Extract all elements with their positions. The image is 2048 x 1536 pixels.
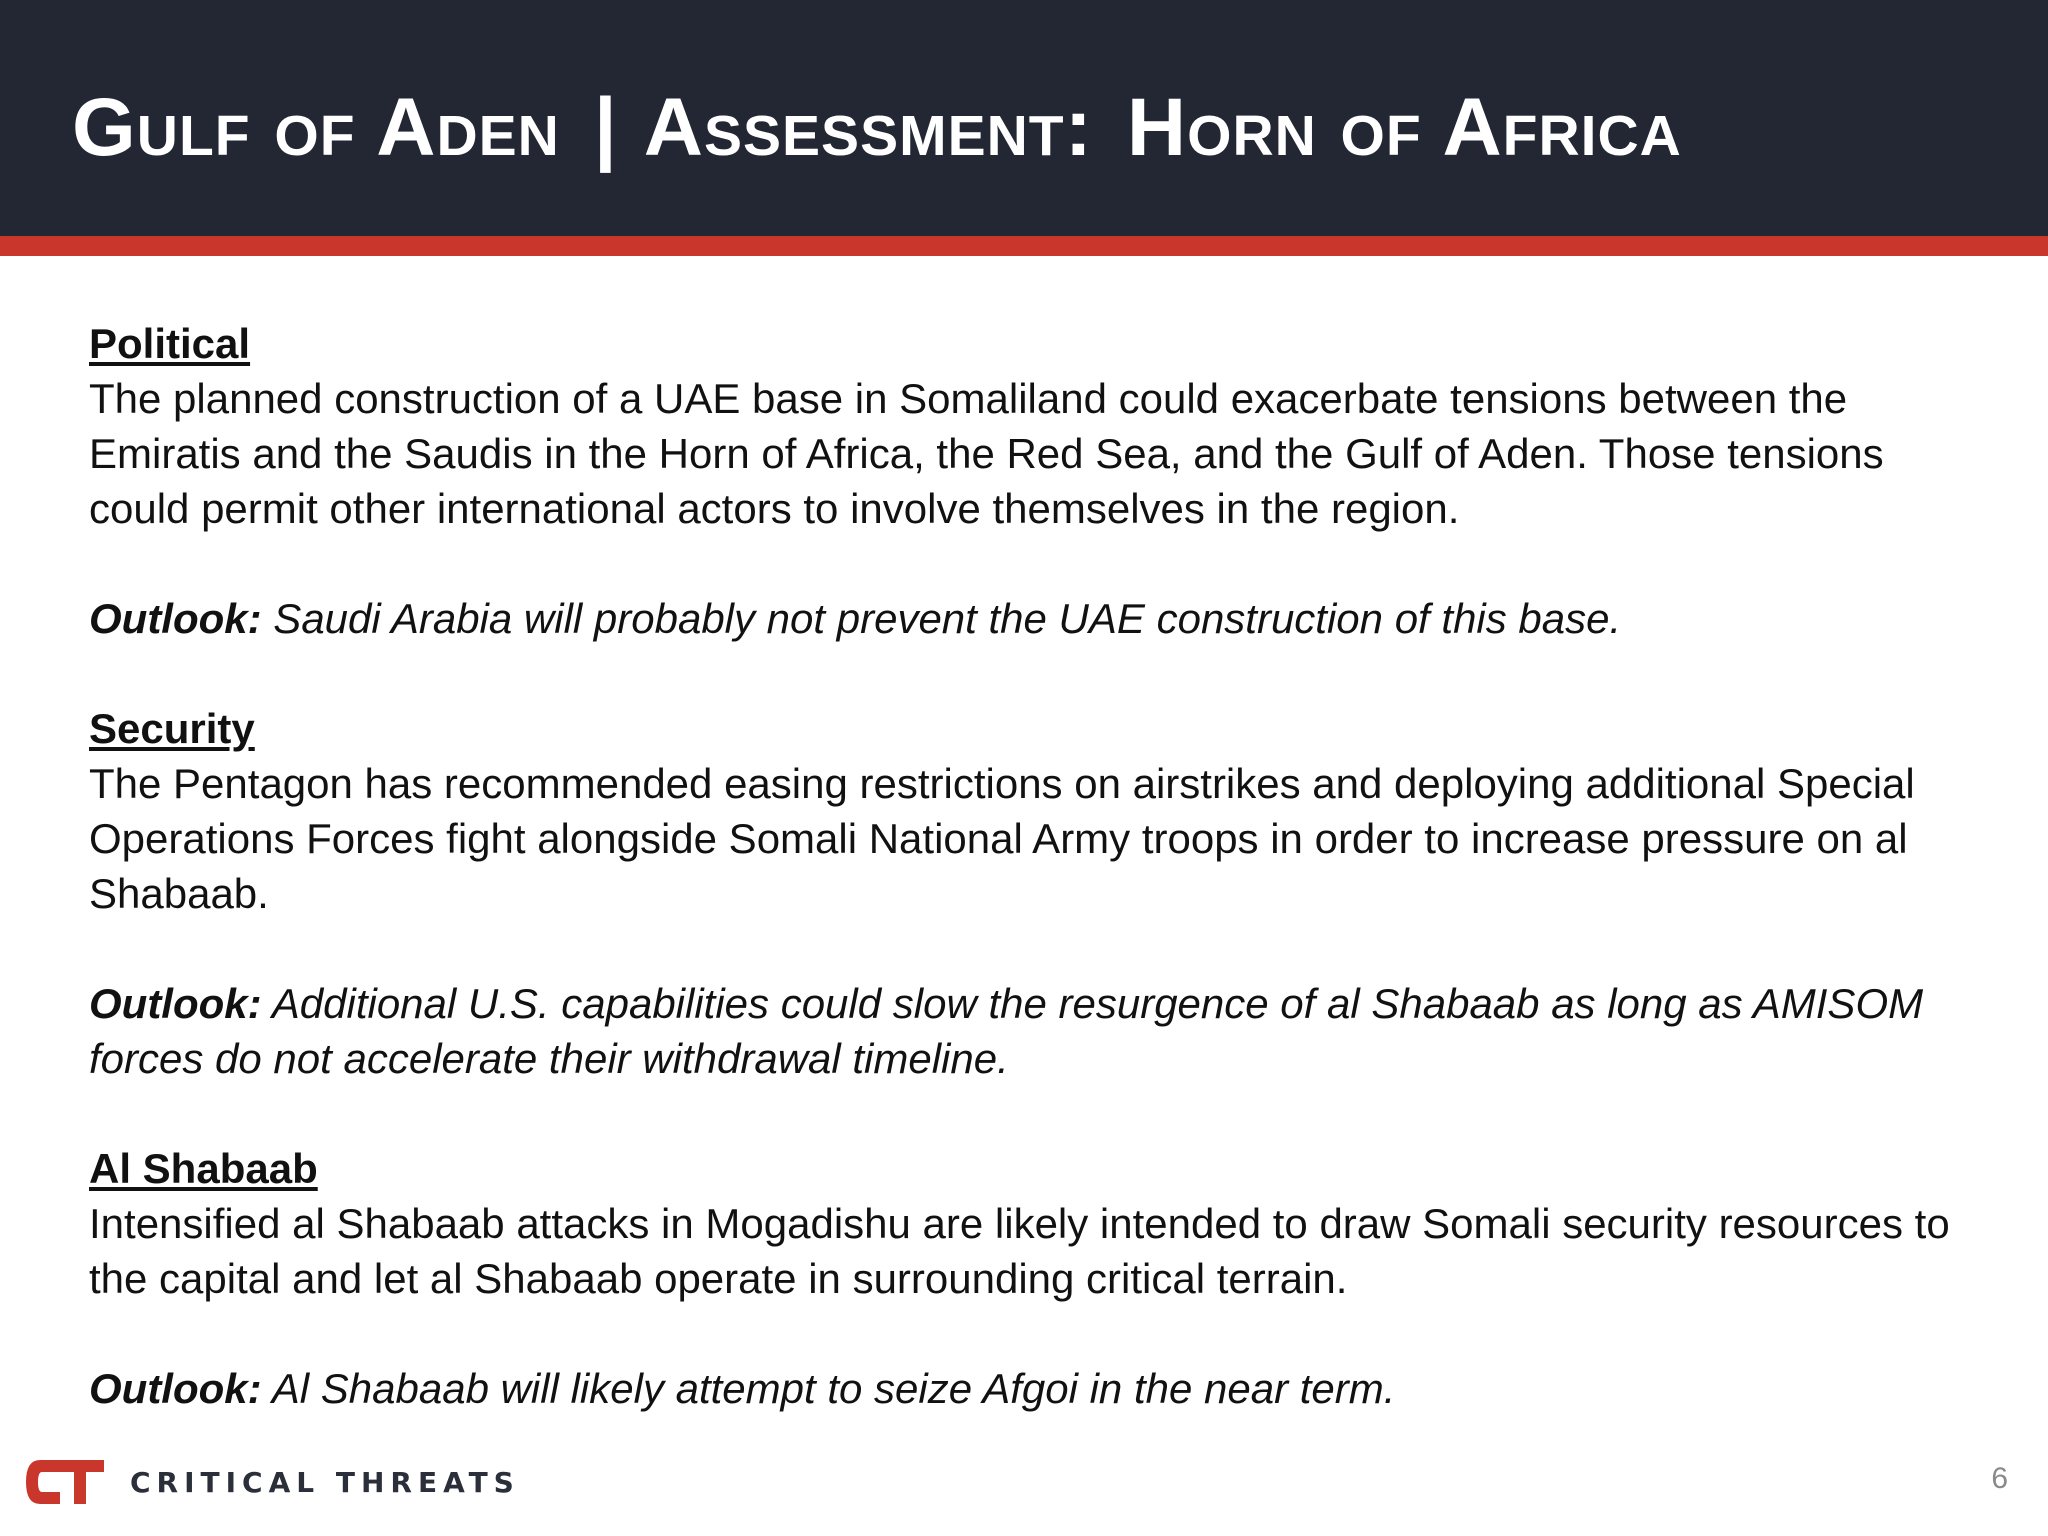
section-body: The Pentagon has recommended easing restrictions on airstrikes and deploying additional Special Operations Forces fight alongside Somali National Army troops in order to increase pressure on al Shabaab. (89, 760, 1915, 917)
section-outlook (89, 591, 1989, 646)
section-outlook (89, 1361, 1989, 1416)
section-security (89, 701, 1989, 1086)
section-body: The planned construction of a UAE base in Somaliland could exacerbate tensions between the Emiratis and the Saudis in the Horn of Africa, the Red Sea, and the Gulf of Aden. Those tensions could permit other international actors to involve themselves in the region. (89, 375, 1884, 532)
outlook-text: Al Shabaab will likely attempt to seize Afgoi in the near term. (261, 1365, 1396, 1412)
section-body: Intensified al Shabaab attacks in Mogadishu are likely intended to draw Somali security resources to the capital and let al Shabaab operate in surrounding critical terrain. (89, 1200, 1950, 1302)
title-assessment: Assessment: (643, 82, 1093, 173)
section-political (89, 316, 1989, 646)
section-al-shabaab (89, 1141, 1989, 1416)
logo-text: CRITICAL THREATS (130, 1465, 520, 1499)
section-outlook (89, 976, 1989, 1086)
outlook-text: Saudi Arabia will probably not prevent the UAE construction of this base. (261, 595, 1622, 642)
outlook-label: Outlook: (89, 595, 262, 642)
critical-threats-logo (22, 1452, 520, 1512)
outlook-label: Outlook: (89, 1365, 262, 1412)
slide-content (89, 316, 1989, 1416)
title-separator: | (593, 82, 618, 173)
page-number: 6 (1991, 1462, 2008, 1495)
slide-header (0, 0, 2048, 236)
section-heading: Al Shabaab (89, 1145, 318, 1192)
outlook-text: Additional U.S. capabilities could slow the resurgence of al Shabaab as long as AMISOM forces do not accelerate their withdrawal timeline. (89, 980, 1924, 1082)
header-accent-stripe (0, 236, 2048, 256)
outlook-label: Outlook: (89, 980, 262, 1027)
section-heading: Security (89, 705, 255, 752)
ct-logo-icon (22, 1454, 106, 1510)
slide-title (72, 78, 1682, 178)
section-heading: Political (89, 320, 251, 367)
title-horn-of-africa: Horn of Africa (1126, 82, 1682, 173)
title-gulf-of-aden: Gulf of Aden (72, 82, 560, 173)
